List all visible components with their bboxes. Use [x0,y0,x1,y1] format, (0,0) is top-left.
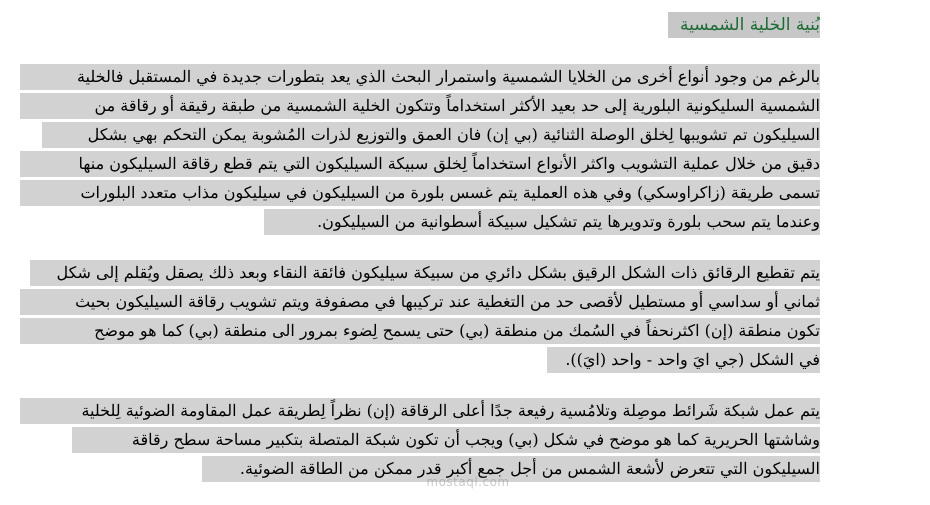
watermark: mostaql.com [426,475,510,489]
text-line: دقيق من خلال عملية التشويب واكثر الأنواع استخداماً لِخلق سبيكة السيليكون التي يتم قطع رقاقة السيليكون منها [20,151,820,177]
text-line: السيليكون تم تشويبها لِخلق الوصلة الثنائية (بي إن) فان العمق والتوزيع لذرات المُشوبة يمكن التحكم بهي بشكل [42,122,820,148]
text-line: تكون منطقة (إن) اكثرنحفاً في السُمك من منطقة (بي) حتى يسمح لِضوء بمرور الى منطقة (بي) كما هو موضح [20,318,820,344]
text-line: في الشكل (جي ايَ واحد - واحد (ايَ)). [547,347,820,373]
text-line: وشاشتها الحريرية كما هو موضح في شكل (بي) ويجب أن تكون شبكة المتصلة بتكبير مساحة سطح رقاقة [72,427,820,453]
text-line: السيليكون التي تتعرض لأشعة الشمس من أجل جمع أكبر قدر ممكن من الطاقة الضوئية. [202,456,820,482]
text-line: الشمسية السليكونية البلورية إلى حد بعيد الأكثر استخداماً وتتكون الخلية الشمسية من طبقة رقيقة أو رقاقة من [20,93,820,119]
paragraph-3 [20,398,820,483]
text-line: وعندما يتم سحب بلورة وتدويرها يتم تشكيل سبيكة أسطوانية من السيليكون. [264,209,820,235]
document-title: بُنية الخلية الشمسية [668,12,820,38]
text-line: يتم تقطيع الرقائق ذات الشكل الرقيق بشكل دائري من سبيكة سيليكون فائقة النقاء وبعد ذلك يصقل ويُقلم إلى شكل [30,260,820,286]
text-line: ثماني أو سداسي أو مستطيل لأقصى حد من التغطية عند تركيبها في مصفوفة ويتم تشويب رقاقة السيليكون بحيث [20,289,820,315]
text-line: بالرغم من وجود أنواع أخرى من الخلايا الشمسية واستمرار البحث الذي يعد بتطورات جديدة في المستقبل فالخلية [20,64,820,90]
paragraph-1 [20,64,820,234]
text-line: تسمى طريقة (زاكراوسكي) وفي هذه العملية يتم غسس بلورة من السيليكون في سيليكون مذاب متعدد البلورات [20,180,820,206]
paragraph-2 [20,260,820,374]
text-line: يتم عمل شبكة شَرائط موصِلة وتلامُسية رفيعة جدًا أعلى الرقاقة (إن) نظراً لِطريقة عمل المقاومة الضوئية لِلخلية [20,398,820,424]
